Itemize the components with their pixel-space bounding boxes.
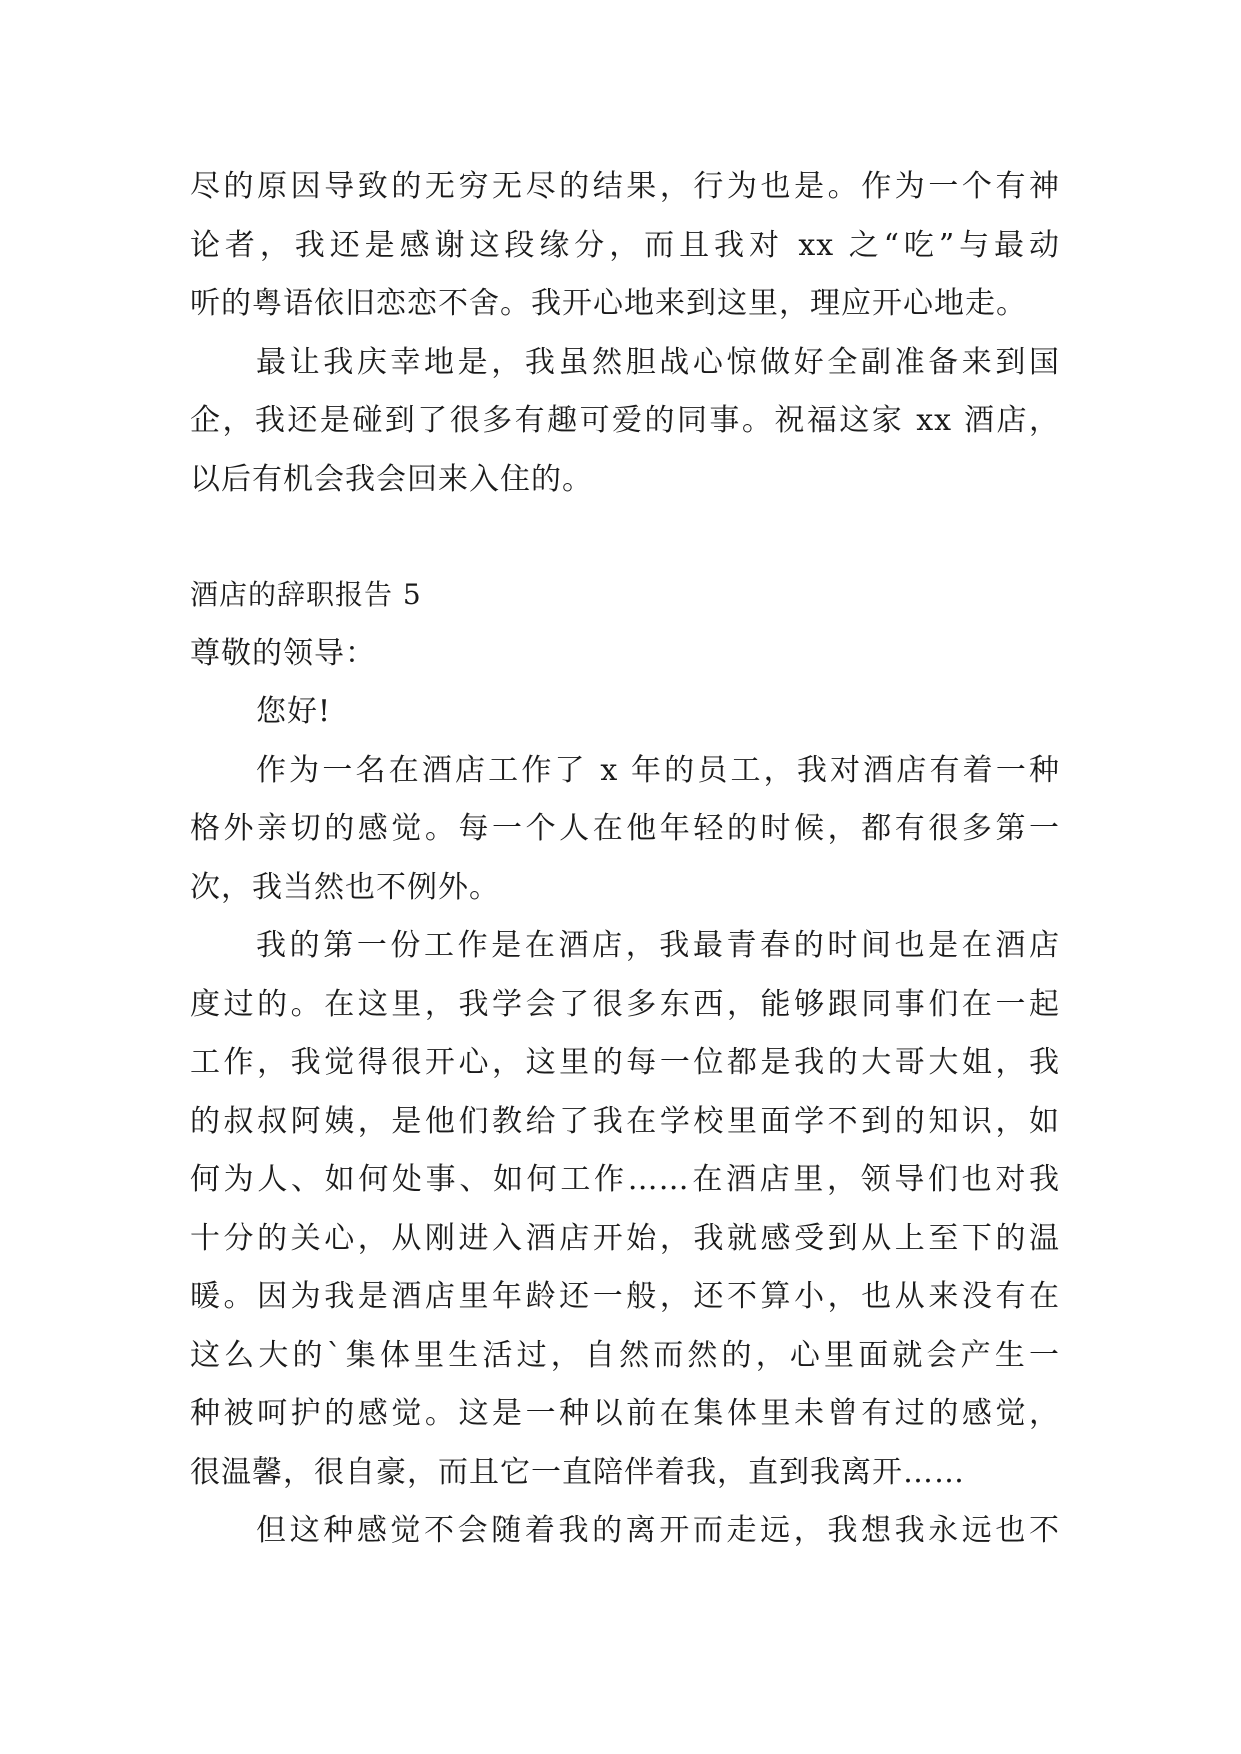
text-line: 很温馨，很自豪，而且它一直陪伴着我，直到我离开…… [190, 1454, 965, 1490]
text-line: 种被呵护的感觉。这是一种以前在集体里未曾有过的感觉， [190, 1396, 1060, 1431]
salutation: 尊敬的领导： [190, 635, 376, 671]
text-line: 工作，我觉得很开心，这里的每一位都是我的大哥大姐，我 [190, 1045, 1060, 1080]
text-line: 次，我当然也不例外。 [190, 869, 500, 905]
text-line: 这么大的`集体里生活过，自然而然的，心里面就会产生一 [190, 1337, 1060, 1373]
text-line: 论者，我还是感谢这段缘分，而且我对 xx 之“吃”与最动 [190, 227, 1060, 263]
text-line: 度过的。在这里，我学会了很多东西，能够跟同事们在一起 [190, 986, 1060, 1022]
text-line: 企，我还是碰到了很多有趣可爱的同事。祝福这家 xx 酒店， [190, 403, 1060, 438]
text-line: 作为一名在酒店工作了 x 年的员工，我对酒店有着一种 [256, 752, 1060, 788]
text-line: 最让我庆幸地是，我虽然胆战心惊做好全副准备来到国 [256, 344, 1060, 380]
section-title: 酒店的辞职报告 5 [190, 578, 422, 611]
text-line: 的叔叔阿姨，是他们教给了我在学校里面学不到的知识，如 [190, 1103, 1060, 1139]
text-line: 尽的原因导致的无穷无尽的结果，行为也是。作为一个有神 [190, 169, 1060, 204]
text-line: 但这种感觉不会随着我的离开而走远，我想我永远也不 [256, 1513, 1060, 1548]
text-line: 何为人、如何处事、如何工作……在酒店里，领导们也对我 [190, 1162, 1060, 1197]
text-line: 我的第一份工作是在酒店，我最青春的时间也是在酒店 [256, 928, 1060, 963]
text-line: 以后有机会我会回来入住的。 [190, 461, 593, 497]
greeting: 您好! [256, 694, 332, 729]
text-line: 十分的关心，从刚进入酒店开始，我就感受到从上至下的温 [190, 1220, 1060, 1256]
text-line: 听的粤语依旧恋恋不舍。我开心地来到这里，理应开心地走。 [190, 286, 1027, 321]
document-page [190, 158, 1060, 1561]
section-gap [190, 509, 1060, 566]
text-line: 暖。因为我是酒店里年龄还一般，还不算小，也从来没有在 [190, 1279, 1060, 1314]
text-line: 格外亲切的感觉。每一个人在他年轻的时候，都有很多第一 [190, 811, 1060, 846]
